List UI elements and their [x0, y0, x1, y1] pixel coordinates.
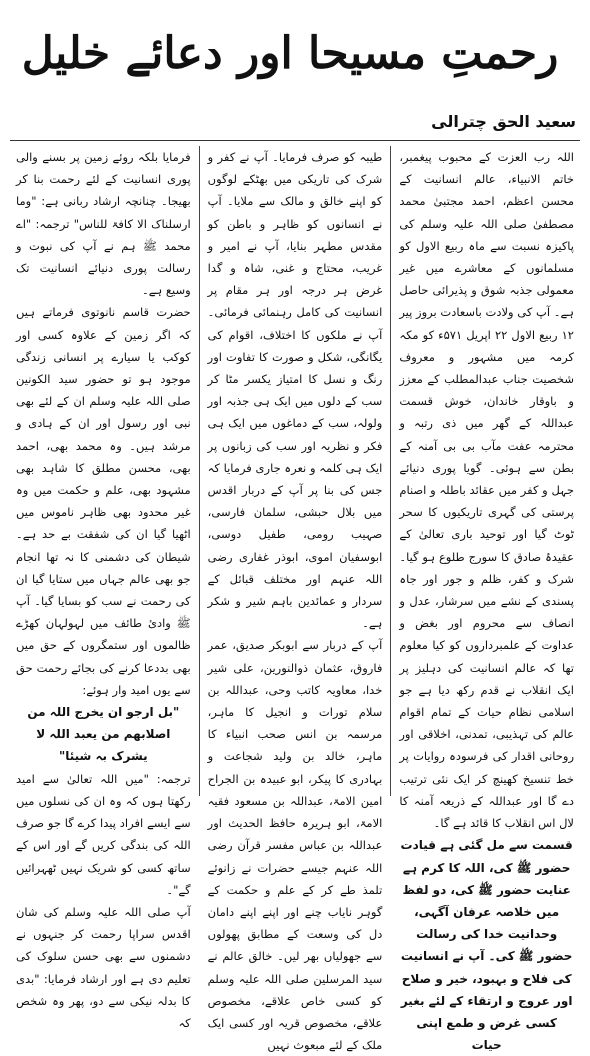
paragraph: فرمایا بلکہ روئے زمین پر بسنے والی پوری انسانیت کے لئے رحمت بنا کر بھیجا۔ چنانچہ ارشاد ربانی ہے: "وما ارسلناک الا کافۃ للناس" ترجمہ: "اے محمد ﷺ ہم نے آپ کی نبوت و رسالت پوری دنیائے انسانیت تک وسیع ہے۔: [15, 150, 191, 298]
paragraph: طیبہ کو صرف فرمایا۔ آپ نے کفر و شرک کی تاریکی میں بھٹکے لوگوں کو اپنے خالق و مالک سے ملایا۔ آپ نے انسانوں کو ظاہر و باطن کو مقدس مطہر بنایا، آپ نے امیر و غریب، محتاج و غنی، شاہ و گدا غرض ہر درجہ اور ہر مقام پر انسانیت کی کامل رہنمائی فرمائی۔ آپ نے ملکوں کا اختلاف، اقوام کی یگانگی، شکل و صورت کا تفاوت اور رنگ و نسل کا امتیاز یکسر مٹا کر سب کے دلوں میں ایک ہی جذبہ اور ولولہ، سب کے دماغوں میں ایک ہی فکر و نظریہ اور سب کی زبانوں پر ایک ہی کلمہ و نعرہ جاری فرمایا کہ جس کی بنا پر آپ کے دربار اقدس میں بلال حبشی، سلمان فارسی، صہیب رومی، طفیل دوسی، ابوسفیان اموی، ابوذر غفاری رضی اللہ عنہم اور مختلف قبائل کے سردار و عمائدین باہم شیر و شکر ہے۔: [207, 150, 383, 631]
paragraph: حضرت قاسم نانوتوی فرماتے ہیں کہ اگر زمین کے علاوہ کسی اور کوکب یا سیارے پر انسانی زندگی موجود ہو تو حضور سید الکونین صلی اللہ علیہ وسلم ان کے لئے بھی نبی اور رسول اور ان کے ہادی و مرشد ہیں۔ وہ محمد بھی، احمد بھی، محسن مطلق کا شاہد بھی مشہود بھی، علم و حکمت میں وہ غیر محدود بھی ظاہر ناموس میں اٹھیا گیا ان کی شفقت بے حد ہے۔ شیطان کی دشمنی کا نہ تھا انجام جو بھی عالم جہاں میں ستایا گیا ان کی رحمت نے سب کو بسایا گیا۔ آپ ﷺ وادیٔ طائف میں لہولہان کھڑے ظالموں اور ستمگروں کے حق میں بھی بددعا کرنے کی بجائے رحمت حق سے یوں امید وار ہوئے:: [15, 305, 191, 697]
paragraph: اللہ رب العزت کے محبوب پیغمبر، خاتم الانبیاء، عالم انسانیت کے محسن اعظم، احمد مجتبیٰ محمد مصطفیٰ صلی اللہ علیہ وسلم کی پاکیزہ نسبت سے ماہ ربیع الاول کو مسلمانوں کے معاشرے میں غیر معمولی جذبہ شوق و پذیرائی حاصل ہے۔ آپ کی ولادت باسعادت بروز پیر ۱۲ ربیع الاول ۲۲ اپریل ۵۷۱ء کو مکہ کرمہ میں مشہور و معروف شخصیت جناب عبدالمطلب کے معزز و باوقار خاندان، خوش قسمت عبداللہ کے گھر میں ذی رتبہ و محترمہ عفت مآب بی بی آمنہ کے بطن سے ہوئی۔ گویا پوری دنیائے جہل و کفر میں عقائد باطلہ و اصنام پرستی کی گہری تاریکیوں کا سحر ٹوٹ گیا اور توحید باری تعالیٰ کے عقیدۂ صادق کا سورج طلوع ہو گیا۔ شرک و کفر، ظلم و جور اور جاہ پسندی کے نشے میں سرشار، عدل و انصاف سے محروم اور بغض و عداوت کے علمبرداروں کو کیا معلوم تھا کہ عالم انسانیت کی دہلیز پر ایک انقلاب نے قدم رکھ دیا ہے جو اسلامی نظام حیات کے تمام اقوام عالم کی تہذیبی، تمدنی، اخلاقی اور روحانی اقدار کی فرسودہ روایات پر خط تنسیخ کھینچ کر ایک نئی ترتیب دے گا اور عبداللہ کے ذریعہ آمنہ کا لال اس انقلاب کا قائد ہے گا۔: [399, 150, 574, 831]
verse-paragraph: قسمت سے مل گئی ہے قیادت حضور ﷺ کی، اللہ کا کرم ہے عنایت حضور ﷺ کی، دو لفظ میں خلاصہ عرفان آگہی، وحدانیت خدا کی رسالت حضور ﷺ کی۔ آپ نے انسانیت کی فلاح و بہبود، خیر و صلاح اور عروج و ارتقاء کے لئے بغیر کسی غرض و طمع اپنی حیات: [400, 838, 573, 1053]
paragraph: آپ صلی اللہ علیہ وسلم کی شان اقدس سراپا رحمت کر جنہوں نے دشمنوں سے بھی حسن سلوک کی تعلیم دی ہے اور ارشاد فرمایا: "بدی کا بدلہ نیکی سے دو، پھر وہ شخص کہ: [15, 904, 191, 1030]
author-byline: سعید الحق چترالی: [431, 112, 576, 131]
paragraph: ترجمہ: "میں اللہ تعالیٰ سے امید رکھتا ہوں کہ وہ ان کی نسلوں میں سے ایسے افراد پیدا کرے گا جو صرف اللہ کی بندگی کریں گے اور اس کے ساتھ کسی کو شریک نہیں ٹھہرائیں گے"۔: [15, 771, 191, 897]
header-divider: [10, 140, 580, 141]
article-columns: [8, 146, 582, 1053]
headline-text: رحمتِ مسیحا اور دعائے خلیل: [21, 27, 559, 79]
arabic-quote: "بل ارجو ان یخرج اللہ من اصلابھم من یعبد اللہ لا یشرک بہ شیئا": [27, 705, 180, 764]
column-1: [390, 146, 582, 1053]
column-3: [8, 146, 199, 1030]
paragraph: آپ کے دربار سے ابوبکر صدیق، عمر فاروق، عثمان ذوالنورین، علی شیر خدا، معاویہ کاتب وحی، عبداللہ بن سلام تورات و انجیل کا ماہر، مرسمہ بن انس صحب انبیاء کا ماہر، خالد بن ولید شجاعت و بہادری کا پیکر، ابو عبیدہ بن الجراح امین الامۃ، عبداللہ بن مسعود فقیہ الامۃ، ابو ہریرہ حافظ الحدیث اور عبداللہ بن عباس مفسر قرآن رضی اللہ عنہم جیسے حضرات نے زانوئے تلمذ طے کر کے علم و حکمت کے گوہر نایاب چنے اور اپنے اپنے دامان دل کی وسعت کے مطابق پھولوں سے جھولیاں بھر لیں۔ خالق عالم نے سید المرسلین صلی اللہ علیہ وسلم کو کسی خاص علاقے، مخصوص علاقے، مخصوص قریہ اور کسی ایک ملک کے لئے مبعوث نہیں: [207, 638, 383, 1053]
article-headline: [21, 12, 559, 94]
column-2: [199, 146, 391, 1053]
